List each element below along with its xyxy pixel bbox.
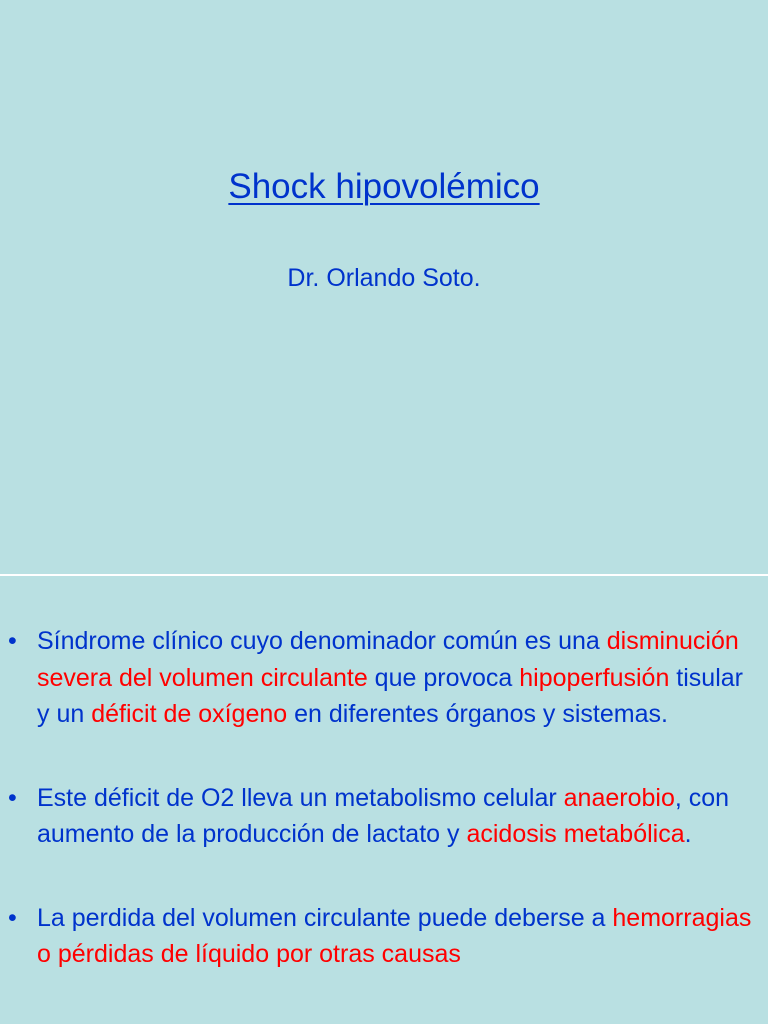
highlighted-text: anaerobio xyxy=(563,783,675,812)
slide-title-heading xyxy=(0,166,768,208)
bullet-dot-icon: • xyxy=(8,783,17,812)
slide-content xyxy=(0,576,768,1024)
highlighted-text: hemorragias o pérdidas de líquido por otras causas xyxy=(37,903,752,968)
highlighted-text: acidosis metabólica xyxy=(466,820,685,848)
bullet-text: en diferentes órganos y sistemas. xyxy=(287,700,668,728)
bullet-text: , con aumento de la producción de lactato y xyxy=(37,783,730,848)
highlighted-text: déficit de oxígeno xyxy=(91,700,288,728)
bullet-item xyxy=(0,900,768,973)
author-name: Dr. Orlando Soto. xyxy=(287,264,481,292)
title-text: Shock hipovolémico xyxy=(228,167,540,206)
bullet-text: Este déficit de O2 lleva un metabolismo celular xyxy=(37,783,564,812)
highlighted-text: hipoperfusión xyxy=(519,663,670,692)
bullet-text: La perdida del volumen circulante puede deberse a xyxy=(37,903,613,932)
bullet-text: tisular y un xyxy=(37,663,743,728)
bullet-dot-icon: • xyxy=(8,627,17,655)
bullet-text: Síndrome clínico cuyo denominador común es una xyxy=(37,627,607,655)
bullet-item xyxy=(0,780,768,853)
bullet-list xyxy=(0,623,768,1020)
bullet-text: . xyxy=(684,820,692,848)
bullet-dot-icon: • xyxy=(8,903,17,932)
bullet-text: que provoca xyxy=(367,663,520,692)
bullet-item xyxy=(0,623,768,733)
highlighted-text: disminución severa del volumen circulante xyxy=(37,627,739,692)
